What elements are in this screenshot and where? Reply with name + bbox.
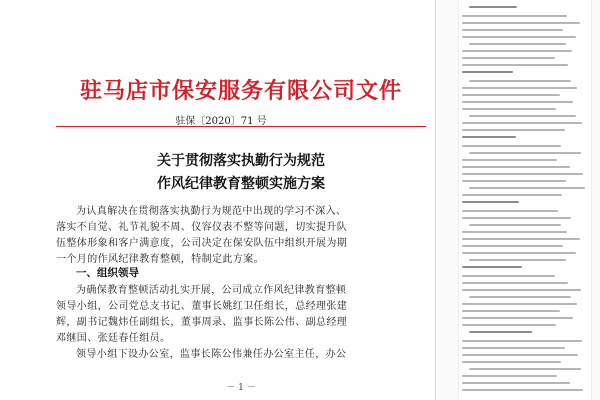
preview-text-line <box>462 180 566 182</box>
preview-text-line <box>462 238 580 240</box>
preview-text-line <box>462 57 555 59</box>
preview-text-line <box>462 245 563 247</box>
preview-text-line <box>469 296 571 298</box>
section-heading-leadership: 一、组织领导 <box>76 267 139 279</box>
preview-text-line <box>462 87 577 89</box>
preview-text-line <box>462 340 582 342</box>
preview-text-line <box>462 15 567 17</box>
preview-text-line <box>462 375 557 377</box>
paragraph-1-line: 伍整体形象和客户满意度，公司决定在保安队伍中组织开展为期 <box>56 238 348 249</box>
preview-text-line <box>462 166 570 168</box>
paragraph-1-line: 落实不自觉、礼节礼貌不周、仪容仪表不整等问题，切实提升队 <box>56 222 348 233</box>
preview-text-line <box>462 231 567 233</box>
preview-text-line <box>462 382 570 384</box>
preview-text-line <box>469 187 585 189</box>
preview-text-line <box>469 80 571 82</box>
preview-text-line <box>462 275 555 277</box>
document-title-line-2: 作风纪律教育整顿实施方案 <box>157 176 325 192</box>
preview-text-line <box>462 36 576 38</box>
paragraph-2-line: 邓继国、张廷春任组员。 <box>56 333 171 344</box>
preview-text-line <box>462 201 519 203</box>
preview-text-line <box>462 122 582 124</box>
preview-text-line <box>469 6 517 8</box>
preview-text-line <box>469 368 581 370</box>
preview-text-line <box>462 289 581 291</box>
document-title-line-1: 关于贯彻落实执勤行为规范 <box>157 153 325 169</box>
preview-text-line <box>462 194 562 196</box>
preview-text-line <box>462 159 557 161</box>
preview-text-line <box>462 129 565 131</box>
preview-text-line <box>469 224 561 226</box>
page-content <box>56 0 426 400</box>
preview-text-line <box>462 252 576 254</box>
page-2-sheet <box>458 0 592 400</box>
page-number: － 1 － <box>226 383 256 393</box>
paragraph-2-line: 领导小组，公司党总支书记、董事长姚红卫任组长，总经理张建 <box>56 301 348 312</box>
document-page-2-preview <box>436 0 600 400</box>
preview-text-line <box>462 310 560 312</box>
preview-text-line <box>462 22 580 24</box>
preview-text-line <box>462 217 571 219</box>
preview-text-line <box>462 136 516 138</box>
preview-text-line <box>462 361 561 363</box>
preview-text-line <box>462 210 558 212</box>
preview-text-line <box>462 317 573 319</box>
document-number: 驻保〔2020〕71 号 <box>175 116 267 127</box>
preview-text-line <box>462 354 578 356</box>
preview-text-line <box>469 152 581 154</box>
preview-text-line <box>462 282 568 284</box>
red-header-rule <box>56 126 426 127</box>
preview-text-line <box>462 64 568 66</box>
preview-text-line <box>469 43 566 45</box>
preview-text-line <box>462 29 563 31</box>
preview-text-line <box>469 115 576 117</box>
paragraph-1-line: 一个月的作风纪律教育整顿，特制定此方案。 <box>56 254 264 265</box>
preview-text-line <box>462 71 513 73</box>
preview-text-line <box>462 108 556 110</box>
paragraph-2-line: 为确保教育整顿活动扎实开展，公司成立作风纪律教育整顿 <box>76 285 347 296</box>
red-header-title: 驻马店市保安服务有限公司文件 <box>79 78 402 104</box>
paragraph-1-line: 为认真解决在贯彻落实执勤行为规范中出现的学习不深入、 <box>76 206 347 217</box>
preview-text-line <box>469 331 532 333</box>
preview-text-line <box>462 324 556 326</box>
paragraph-3-line: 领导小组下设办公室，监事长陈公伟兼任办公室主任，办公 <box>76 349 347 360</box>
preview-text-line <box>469 259 566 261</box>
preview-text-line <box>462 94 560 96</box>
preview-text-line <box>462 145 561 147</box>
preview-text-line <box>462 173 583 175</box>
preview-text-line <box>462 303 577 305</box>
preview-text-line <box>462 101 573 103</box>
preview-text-line <box>462 347 565 349</box>
preview-text-line <box>462 266 522 268</box>
paragraph-2-line: 辉，副书记魏炜任副组长，董事周录、监事长陈公伟、副总经理 <box>56 317 348 328</box>
preview-text-line <box>462 389 583 391</box>
preview-text-line <box>462 50 572 52</box>
